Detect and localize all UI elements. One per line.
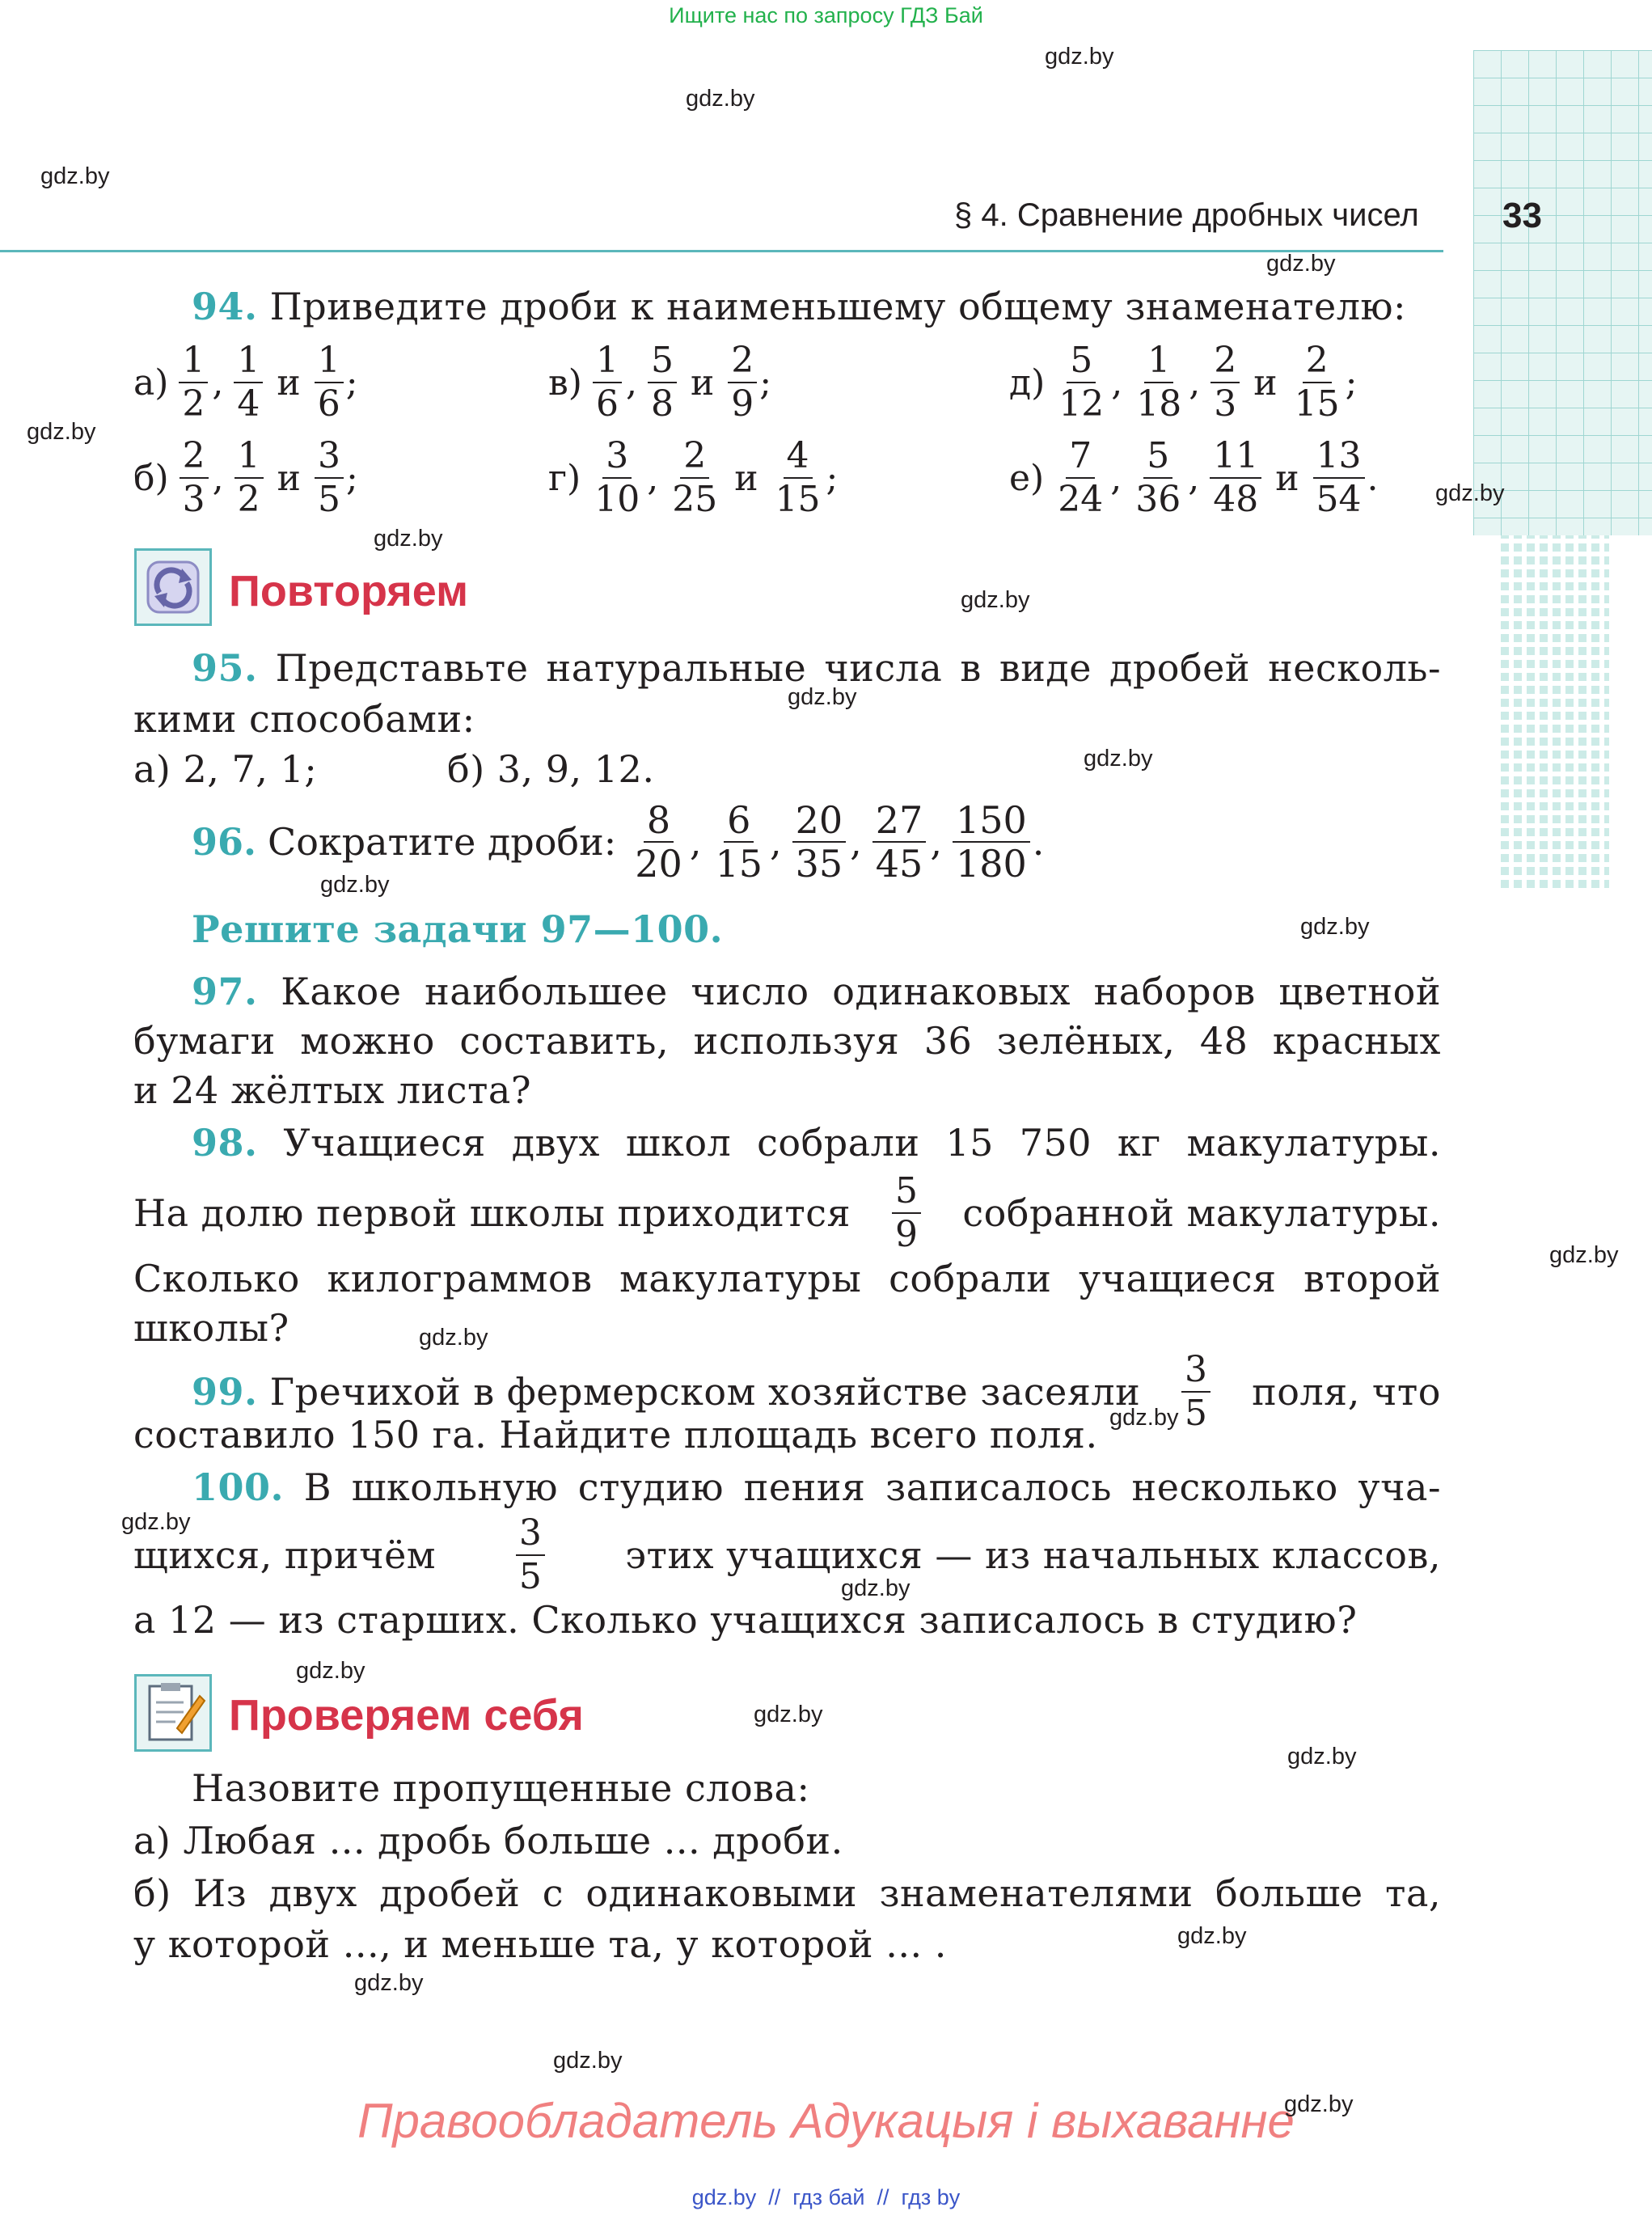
exercise-number: 100.	[192, 1465, 285, 1509]
watermark: gdz.by	[121, 1509, 191, 1535]
watermark: gdz.by	[1435, 480, 1505, 506]
check-yourself-icon	[134, 1674, 212, 1752]
header-rule	[0, 250, 1443, 252]
fraction: $\frac{5}{8}$	[648, 340, 677, 425]
repeat-icon	[134, 548, 212, 626]
item-label: б)	[133, 457, 169, 499]
fraction: $\frac{3}{5}$	[1181, 1349, 1211, 1435]
ex94-item-b: б) $\frac{2}{3}$ , $\frac{1}{2}$ и $\frac{3}{5}$ ;	[133, 435, 358, 520]
repeat-heading: Повторяем	[229, 567, 469, 615]
fraction: $\frac{6}{15}$	[715, 798, 763, 886]
ex94-item-a: а) $\frac{1}{2}$ , $\frac{1}{4}$ и $\frac{1}{6}$ ;	[133, 340, 358, 425]
item-label: г)	[548, 457, 581, 499]
item-label: в)	[548, 362, 582, 404]
watermark: gdz.by	[1287, 1744, 1357, 1769]
check-item-b-line2: у которой ..., и меньше та, у которой ... .	[133, 1922, 947, 1966]
exercise-number: 97.	[192, 970, 258, 1013]
exercise-number: 95.	[192, 646, 258, 690]
fraction: $\frac{8}{20}$	[635, 798, 682, 886]
fraction: $\frac{27}{45}$	[872, 799, 927, 885]
watermark: gdz.by	[320, 872, 390, 898]
margin-grid-decoration	[1473, 50, 1652, 907]
watermark: gdz.by	[374, 526, 443, 552]
fraction: $\frac{7}{24}$	[1058, 435, 1104, 520]
watermark: gdz.by	[553, 2048, 623, 2074]
exercise-95-line1: 95. Представьте натуральные числа в виде дробей несколь-	[192, 646, 1442, 690]
watermark: gdz.by	[40, 163, 110, 189]
top-banner: Ищите нас по запросу ГДЗ Бай	[669, 3, 983, 27]
solve-tasks-heading: Решите задачи 97—100.	[192, 907, 724, 951]
ex94-item-d: д) $\frac{5}{12}$ , $\frac{1}{18}$ , $\frac{2}{3}$ и $\frac{2}{15}$ ;	[1009, 340, 1358, 425]
watermark: gdz.by	[27, 419, 96, 445]
watermark: gdz.by	[686, 86, 755, 112]
watermark: gdz.by	[961, 587, 1030, 613]
fraction: $\frac{2}{15}$	[1294, 340, 1340, 425]
exercise-100-line2: щихся, причём $\frac{3}{5}$ этих учащихся — из начальных классов,	[133, 1512, 1441, 1597]
watermark: gdz.by	[354, 1970, 424, 1996]
exercise-number: 98.	[192, 1121, 258, 1165]
exercise-97-line1: 97. Какое наибольшее число одинаковых наборов цветной	[192, 970, 1441, 1013]
page-number: 33	[1502, 196, 1542, 235]
exercise-number: 99.	[192, 1370, 258, 1414]
fraction: $\frac{150}{180}$	[953, 799, 1030, 885]
watermark: gdz.by	[1300, 914, 1370, 940]
exercise-95-b: б) 3, 9, 12.	[447, 747, 655, 791]
watermark: gdz.by	[419, 1325, 488, 1351]
exercise-100-line1: 100. В школьную студию пения записалось несколько уча-	[192, 1465, 1442, 1509]
fraction: $\frac{2}{3}$	[1210, 340, 1240, 425]
check-intro: Назовите пропущенные слова:	[192, 1766, 810, 1810]
fraction: $\frac{1}{6}$	[593, 340, 622, 425]
watermark: gdz.by	[754, 1702, 823, 1727]
exercise-text: Приведите дроби к наименьшему общему знаменателю:	[269, 285, 1407, 328]
check-yourself-heading: Проверяем себя	[229, 1691, 584, 1740]
fraction: $\frac{3}{5}$	[315, 435, 344, 521]
fraction: $\frac{5}{12}$	[1058, 340, 1105, 425]
fraction: $\frac{2}{9}$	[728, 340, 757, 425]
item-label: е)	[1009, 457, 1045, 499]
exercise-95-a: а) 2, 7, 1;	[133, 747, 318, 791]
exercise-98-line1: 98. Учащиеся двух школ собрали 15 750 кг макулатуры.	[192, 1121, 1441, 1165]
watermark: gdz.by	[841, 1575, 911, 1601]
watermark: gdz.by	[1084, 746, 1153, 772]
exercise-100-line3: а 12 — из старших. Сколько учащихся записалось в студию?	[133, 1598, 1358, 1642]
exercise-95-line2: кими способами:	[133, 697, 475, 741]
fraction: $\frac{1}{18}$	[1136, 340, 1182, 425]
fraction: $\frac{20}{35}$	[792, 799, 847, 885]
fraction: $\frac{4}{15}$	[775, 435, 821, 520]
fraction: $\frac{2}{3}$	[180, 435, 209, 521]
exercise-98-line2: На долю первой школы приходится $\frac{5}{9}$ собранной макулатуры.	[133, 1170, 1441, 1255]
exercise-number: 94.	[192, 285, 258, 328]
fraction: $\frac{3}{10}$	[594, 435, 640, 520]
fraction: $\frac{2}{25}$	[672, 435, 718, 520]
watermark: gdz.by	[788, 684, 857, 710]
fraction: $\frac{3}{5}$	[516, 1512, 546, 1598]
fraction: $\frac{1}{4}$	[234, 340, 263, 425]
check-item-a: а) Любая ... дробь больше ... дроби.	[133, 1819, 843, 1862]
watermark: gdz.by	[1109, 1405, 1179, 1431]
watermark: gdz.by	[1177, 1923, 1247, 1949]
exercise-text: Сократите дроби:	[268, 820, 617, 864]
watermark: gdz.by	[296, 1658, 365, 1684]
ex94-item-g: г) $\frac{3}{10}$ , $\frac{2}{25}$ и $\frac{4}{15}$ ;	[548, 435, 839, 520]
item-label: а)	[133, 362, 169, 404]
exercise-97-line3: и 24 жёлтых листа?	[133, 1068, 531, 1112]
watermark: gdz.by	[1549, 1242, 1619, 1268]
exercise-number: 96.	[192, 820, 257, 864]
footer-links[interactable]: gdz.by // гдз бай // гдз by	[691, 2185, 961, 2209]
fraction: $\frac{1}{2}$	[179, 340, 208, 425]
section-title: § 4. Сравнение дробных чисел	[954, 197, 1419, 233]
exercise-99-line2: составило 150 га. Найдите площадь всего поля.	[133, 1413, 1098, 1457]
item-label: д)	[1009, 362, 1046, 404]
exercise-98-line3: Сколько килограммов макулатуры собрали учащиеся второй	[133, 1257, 1441, 1300]
copyright-notice: Правообладатель Адукацыя і выхаванне	[357, 2094, 1295, 2148]
exercise-98-line4: школы?	[133, 1306, 289, 1350]
watermark: gdz.by	[1284, 2091, 1354, 2117]
fraction: $\frac{1}{2}$	[234, 435, 264, 521]
fraction: $\frac{5}{9}$	[892, 1170, 922, 1256]
exercise-99-line1: 99. Гречихой в фермерском хозяйстве засеяли $\frac{3}{5}$ поля, что	[192, 1349, 1441, 1434]
fraction: $\frac{5}{36}$	[1135, 435, 1181, 520]
ex94-item-v: в) $\frac{1}{6}$ , $\frac{5}{8}$ и $\frac{2}{9}$ ;	[548, 340, 772, 425]
fraction: $\frac{11}{48}$	[1210, 435, 1261, 521]
exercise-96: 96. Сократите дроби: $\frac{8}{20}$ , $\frac{6}{15}$ , $\frac{20}{35}$ , $\frac{27}{45}$ , $\frac{150}{180}$ .	[192, 798, 1045, 886]
check-item-b-line1: б) Из двух дробей с одинаковыми знаменателями больше та,	[133, 1871, 1441, 1915]
fraction: $\frac{13}{54}$	[1313, 435, 1365, 521]
ex94-item-e: е) $\frac{7}{24}$ , $\frac{5}{36}$ , $\frac{11}{48}$ и $\frac{13}{54}$ .	[1009, 435, 1379, 520]
exercise-94-title	[192, 281, 1445, 332]
exercise-97-line2: бумаги можно составить, используя 36 зелёных, 48 красных	[133, 1019, 1441, 1063]
watermark: gdz.by	[1266, 251, 1336, 277]
fraction: $\frac{1}{6}$	[315, 340, 344, 425]
watermark: gdz.by	[1045, 44, 1114, 70]
